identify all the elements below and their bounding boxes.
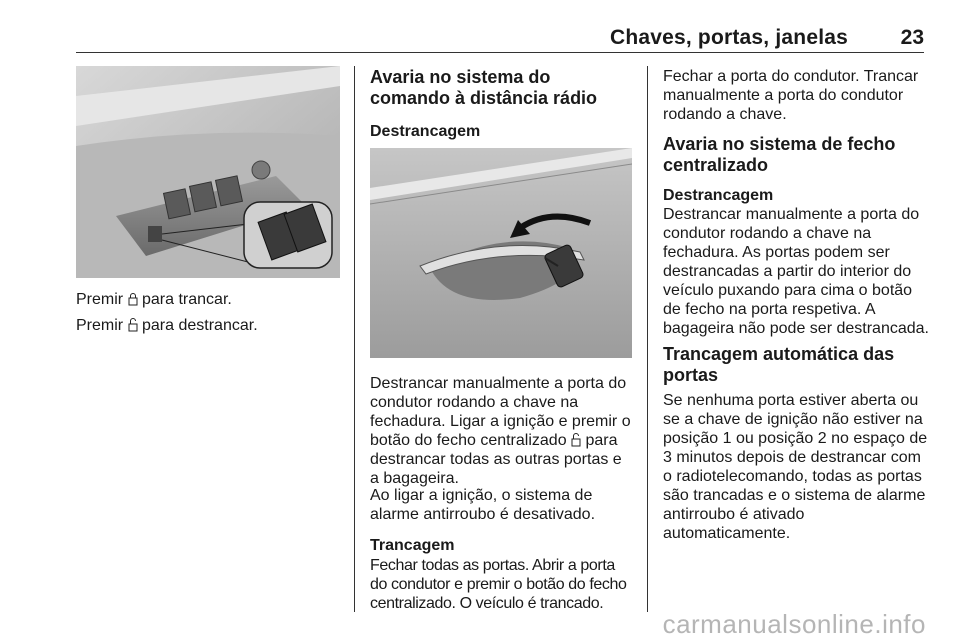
section-heading-auto-locking: Trancagem automática das portas <box>663 344 895 385</box>
lock-open-icon <box>128 318 138 332</box>
lock-open-icon <box>571 433 581 447</box>
unlock-instruction-prefix: Premir <box>76 317 128 334</box>
page-number: 23 <box>900 26 924 49</box>
door-switch-figure <box>76 66 340 278</box>
remote-fault-unlock-paragraph <box>370 374 632 488</box>
subheading-unlocking-2: Destrancagem <box>663 187 774 204</box>
auto-locking-paragraph: Se nenhuma porta estiver aberta ou se a chave de ignição não estiver na posição 1 ou posição 2 no espaço de 3 minutos depois de destrancar com o radiotelecomando, todas as portas são trancadas e o sistema de alarme antirroubo é ativado automaticamente. <box>663 392 928 542</box>
lock-manually-paragraph: Fechar a porta do condutor. Trancar manualmente a porta do condutor rodando a chave. <box>663 68 919 123</box>
remote-fault-lock-paragraph: Fechar todas as portas. Abrir a porta do condutor e premir o botão do fecho centralizado. O veículo é trancado. <box>370 557 627 612</box>
subheading-locking: Trancagem <box>370 537 455 554</box>
central-locking-unlock-paragraph: Destrancar manualmente a porta do condutor rodando a chave na fechadura. As portas podem ser destrancadas a partir do interior do veículo puxando para cima o botão de fecho na porta respetiva. A bagageira não pode ser destrancada. <box>663 206 929 337</box>
page-title: Chaves, portas, janelas <box>609 26 848 49</box>
section-heading-remote-fault: Avaria no sistema do comando à distância rádio <box>370 67 598 108</box>
door-handle-key-figure <box>370 148 632 358</box>
lock-instruction-prefix: Premir <box>76 291 128 308</box>
remote-fault-unlock-text-b: para destrancar todas as outras portas e a bagageira. <box>370 432 622 487</box>
subheading-unlocking: Destrancagem <box>370 123 481 140</box>
alarm-deactivation-paragraph: Ao ligar a ignição, o sistema de alarme antirroubo é desativado. <box>370 487 596 523</box>
unlock-instruction <box>76 316 340 335</box>
unlock-instruction-suffix: para destrancar. <box>137 317 258 334</box>
column-divider-2 <box>647 66 648 612</box>
column-divider-1 <box>354 66 355 612</box>
lock-instruction <box>76 290 340 309</box>
remote-fault-unlock-text-a: Destrancar manualmente a porta do condutor rodando a chave na fechadura. Ligar a ignição e premir o botão do fecho centralizado <box>370 375 631 449</box>
lock-instruction-suffix: para trancar. <box>137 291 232 308</box>
watermark: carmanualsonline.info <box>662 609 926 639</box>
header-divider <box>76 52 924 53</box>
section-heading-central-locking-fault: Avaria no sistema de fecho centralizado <box>663 134 896 175</box>
lock-closed-icon <box>128 292 138 306</box>
